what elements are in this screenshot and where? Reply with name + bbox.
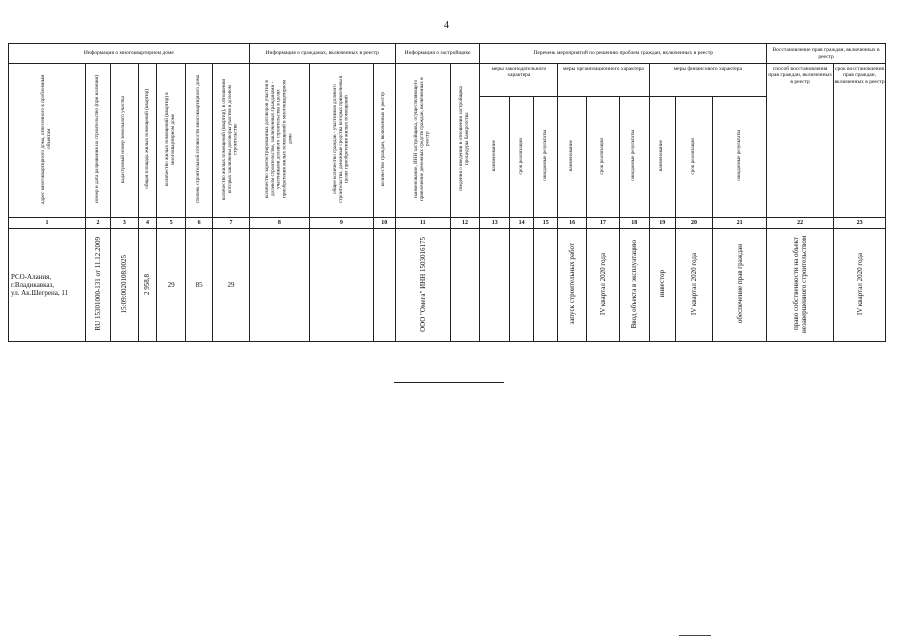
col-number: 18 bbox=[619, 218, 649, 229]
col-header-10: количество граждан, включенных в реестр bbox=[373, 64, 395, 218]
developer-cell bbox=[395, 229, 450, 342]
col-number: 13 bbox=[480, 218, 510, 229]
fin-measure-name: инвестор bbox=[658, 270, 667, 298]
col-header-2: номер и дата разрешения на строительство (при наличии) bbox=[85, 64, 110, 218]
empty-cell bbox=[373, 229, 395, 342]
col-header-13: наименование bbox=[480, 97, 510, 218]
house-address bbox=[9, 229, 86, 342]
restore-method-cell bbox=[767, 229, 834, 342]
col-number: 19 bbox=[649, 218, 675, 229]
org-result-cell bbox=[619, 229, 649, 342]
col-number: 12 bbox=[450, 218, 480, 229]
col-number: 15 bbox=[534, 218, 558, 229]
cadastral-cell bbox=[111, 229, 138, 342]
restoration-method-header: способ восстановления прав граждан, включенных в реестр bbox=[767, 64, 834, 218]
apartments-count: 29 bbox=[157, 229, 186, 342]
fin-measure-result: обеспечение прав граждан bbox=[735, 244, 744, 324]
footer-mark bbox=[679, 635, 711, 636]
col-header-14: срок реализации bbox=[510, 97, 534, 218]
col-number: 23 bbox=[834, 218, 886, 229]
restore-term-cell bbox=[834, 229, 886, 342]
group-citizens: Информация о гражданах, включенных в реестр bbox=[249, 44, 395, 64]
fin-term-cell bbox=[675, 229, 712, 342]
fin-measure-term: IV квартал 2020 года bbox=[690, 252, 699, 316]
col-header-4: общая площадь жилых помещений (квартир) bbox=[138, 64, 157, 218]
contracts-count: 29 bbox=[213, 229, 249, 342]
area-cell bbox=[138, 229, 157, 342]
fin-name-cell bbox=[649, 229, 675, 342]
col-number: 21 bbox=[713, 218, 767, 229]
separator-line bbox=[394, 382, 504, 383]
col-header-9: общее количество граждан - участников долевого строительства, денежные средства которых привлечены в целях приобретения жилых помещений bbox=[310, 64, 374, 218]
col-number: 14 bbox=[510, 218, 534, 229]
permit-cell bbox=[85, 229, 110, 342]
total-area: 2 958,8 bbox=[143, 273, 152, 295]
col-number: 4 bbox=[138, 218, 157, 229]
address-city: г.Владикавказ, bbox=[11, 281, 55, 289]
restoration-term: IV квартал 2020 года bbox=[855, 252, 864, 316]
cadastral-number: 15:09:0020108:0025 bbox=[120, 254, 129, 314]
col-header-8: количество зарегистрированных договоров участия в долевом строительстве, заключенных гражданами - участниками долевого строительства в целях приобретения жилых помещений в многоквартирном доме bbox=[249, 64, 309, 218]
page-number: 4 bbox=[444, 20, 449, 31]
col-header-17: срок реализации bbox=[586, 97, 619, 218]
org-measure-term: IV квартал 2020 года bbox=[598, 252, 607, 316]
col-header-18: ожидаемые результаты bbox=[619, 97, 649, 218]
group-measures: Перечень мероприятий по решению проблем граждан, включенных в реестр bbox=[480, 44, 767, 64]
col-header-3: кадастровый номер земельного участка bbox=[111, 64, 138, 218]
col-number: 6 bbox=[185, 218, 212, 229]
empty-cell bbox=[534, 229, 558, 342]
col-header-1: адрес многоквартирного дома, отнесенного к проблемным объектам bbox=[9, 64, 86, 218]
col-header-6: степень строительной готовности многоквартирного дома bbox=[185, 64, 212, 218]
address-street: ул. Ак.Шегрена, 11 bbox=[11, 289, 69, 298]
col-number: 1 bbox=[9, 218, 86, 229]
empty-cell bbox=[310, 229, 374, 342]
col-number: 10 bbox=[373, 218, 395, 229]
col-header-20: срок реализации bbox=[675, 97, 712, 218]
measures-financial: меры финансового характера bbox=[649, 64, 767, 97]
col-number: 11 bbox=[395, 218, 450, 229]
restoration-method: право собственности на объект незавершенного строительством bbox=[792, 235, 809, 333]
org-name-cell bbox=[558, 229, 587, 342]
org-measure-result: Ввод объекта в эксплуатацию bbox=[630, 239, 639, 329]
restoration-term-header: срок восстановления прав граждан, включенных в реестр bbox=[834, 64, 886, 218]
fin-result-cell bbox=[713, 229, 767, 342]
measures-legislative: меры законодательного характера bbox=[480, 64, 558, 97]
col-header-12: сведения о введении в отношении застройщика процедуры банкротства bbox=[450, 64, 480, 218]
col-number: 5 bbox=[157, 218, 186, 229]
col-number: 3 bbox=[111, 218, 138, 229]
col-header-5: количество жилых помещений (квартир) в многоквартирном доме bbox=[157, 64, 186, 218]
readiness-percent: 85 bbox=[185, 229, 212, 342]
group-house: Информация о многоквартирном доме bbox=[9, 44, 250, 64]
col-header-19: наименование bbox=[649, 97, 675, 218]
measures-organizational: меры организационного характера bbox=[558, 64, 649, 97]
col-header-7: количество жилых помещений (квартир), в отношении которых заключены договоры участия в долевом строительстве bbox=[213, 64, 249, 218]
group-developer: Информация о застройщике bbox=[395, 44, 480, 64]
developer-name: ООО "Омега" ИНН 1503016175 bbox=[418, 236, 427, 332]
col-number: 8 bbox=[249, 218, 309, 229]
col-header-15: ожидаемые результаты bbox=[534, 97, 558, 218]
org-measure-name: запуск строительных работ bbox=[568, 243, 577, 325]
register-table bbox=[8, 43, 886, 342]
col-header-21: ожидаемые результаты bbox=[713, 97, 767, 218]
col-number: 17 bbox=[586, 218, 619, 229]
col-header-16: наименование bbox=[558, 97, 587, 218]
col-number: 16 bbox=[558, 218, 587, 229]
empty-cell bbox=[480, 229, 510, 342]
col-number: 2 bbox=[85, 218, 110, 229]
org-term-cell bbox=[586, 229, 619, 342]
col-number: 20 bbox=[675, 218, 712, 229]
empty-cell bbox=[510, 229, 534, 342]
address-region: РСО-Алания, bbox=[11, 272, 52, 281]
col-header-11: наименование, ИНН застройщика, осуществляющего привлечение денежных средств граждан, включенных в реестр bbox=[395, 64, 450, 218]
col-number: 7 bbox=[213, 218, 249, 229]
col-number: 22 bbox=[767, 218, 834, 229]
empty-cell bbox=[249, 229, 309, 342]
col-number: 9 bbox=[310, 218, 374, 229]
empty-cell bbox=[450, 229, 480, 342]
group-restoration: Восстановление прав граждан, включенных в реестр bbox=[767, 44, 886, 64]
permit-number: RU 15301000-131 от 11.12.2009 bbox=[94, 237, 103, 331]
